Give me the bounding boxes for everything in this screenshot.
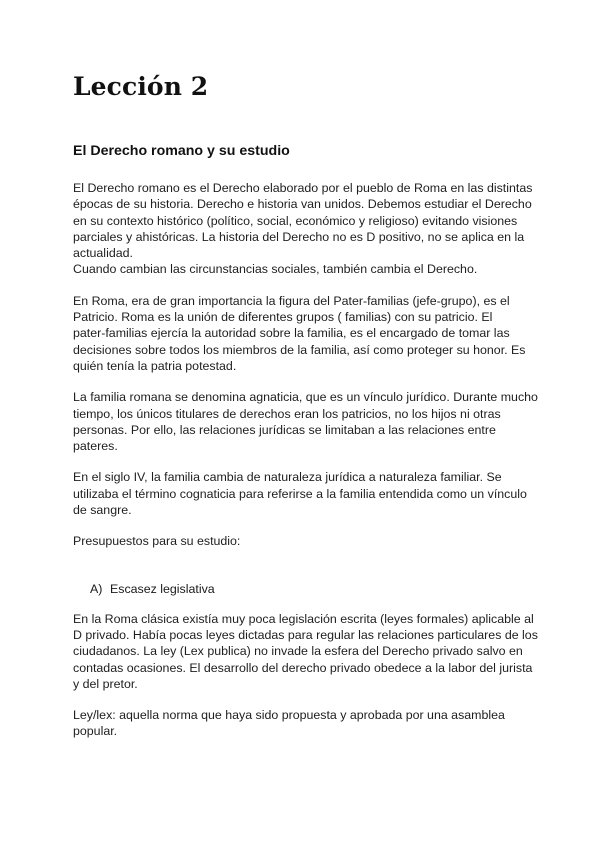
text-line: Cuando cambian las circunstancias sociales, también cambia el Derecho. — [73, 262, 478, 277]
text-line: Ley/lex: aquella norma que haya sido propuesta y aprobada por una asamblea — [73, 708, 505, 723]
list-item-text: Escasez legislativa — [110, 581, 215, 596]
list-marker: A) — [90, 581, 103, 596]
text-line: parciales y ahistóricas. La historia del Derecho no es D positivo, no se aplica en la — [73, 229, 525, 244]
paragraph-agnaticia — [73, 389, 538, 454]
text-line: En Roma, era de gran importancia la figura del Pater-familias (jefe-grupo), es el — [73, 293, 510, 308]
lesson-title: Lección 2 — [73, 72, 209, 101]
text-line: quién tenía la patria potestad. — [73, 358, 237, 373]
text-line: pateres. — [73, 439, 118, 454]
document-body — [73, 70, 538, 740]
text-line: ciudadanos. La ley (Lex publica) no invade la esfera del Derecho privado salvo en — [73, 644, 523, 659]
text-line: actualidad. — [73, 246, 133, 261]
text-line: D privado. Había pocas leyes dictadas para regular las relaciones particulares de los — [73, 627, 538, 642]
paragraph-ley-lex — [73, 707, 533, 740]
paragraph-siglo-iv — [73, 469, 533, 518]
paragraph-intro — [73, 180, 533, 278]
text-line: Patricio. Roma es la unión de diferentes grupos ( familias) con su patricio. El — [73, 310, 493, 325]
text-line: En el siglo IV, la familia cambia de naturaleza jurídica a naturaleza familiar. Se — [73, 470, 502, 485]
text-line: contadas ocasiones. El desarrollo del derecho privado obedece a la labor del jurista — [73, 660, 533, 675]
text-line: En la Roma clásica existía muy poca legislación escrita (leyes formales) aplicable al — [73, 611, 534, 626]
text-line: utilizaba el término cognaticia para referirse a la familia entendida como un vínculo — [73, 486, 527, 501]
paragraph-presupuestos — [73, 533, 533, 549]
section-heading: El Derecho romano y su estudio — [73, 143, 290, 159]
text-line: decisiones sobre todos los miembros de la familia, así como proteger su honor. Es — [73, 342, 526, 357]
list-item-escasez-legislativa — [73, 581, 533, 597]
text-line: El Derecho romano es el Derecho elaborado por el pueblo de Roma en las distintas — [73, 181, 533, 195]
text-line: épocas de su historia. Derecho e historia van unidos. Debemos estudiar el Derecho — [73, 197, 532, 212]
text-line: de sangre. — [73, 503, 132, 518]
paragraph-pater-familias — [73, 293, 533, 374]
text-line: tiempo, los únicos titulares de derechos eran los patricios, no los hijos ni otras — [73, 406, 501, 421]
text-line: La familia romana se denomina agnaticia, que es un vínculo jurídico. Durante mucho — [73, 390, 538, 405]
text-line: Presupuestos para su estudio: — [73, 534, 241, 549]
text-line: en su contexto histórico (político, social, económico y religioso) evitando visiones — [73, 213, 518, 228]
text-line: personas. Por ello, las relaciones jurídicas se limitaban a las relaciones entre — [73, 422, 496, 437]
text-line: pater-familias ejercía la autoridad sobre la familia, es el encargado de tomar las — [73, 326, 510, 341]
paragraph-roma-clasica — [73, 611, 538, 692]
text-line: y del pretor. — [73, 676, 138, 691]
text-line: popular. — [73, 724, 118, 739]
